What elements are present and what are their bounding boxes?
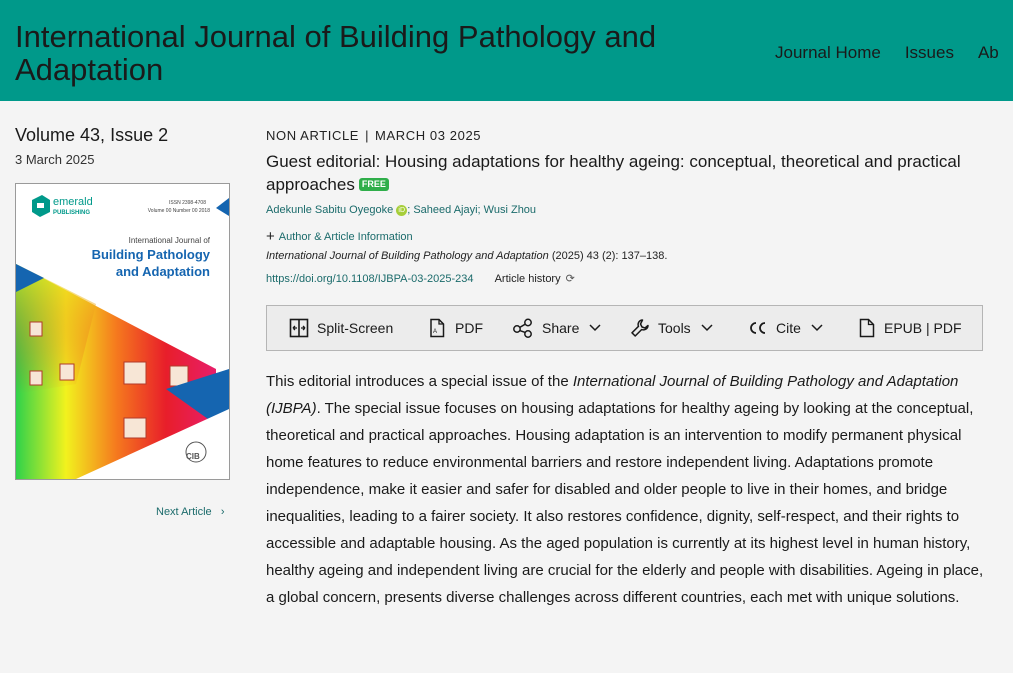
next-article-link[interactable] xyxy=(156,506,224,518)
orcid-icon[interactable]: iD xyxy=(396,205,407,216)
share-button[interactable] xyxy=(512,306,601,350)
cite-label: Cite xyxy=(776,320,801,336)
author-list xyxy=(266,204,536,216)
issue-date: 3 March 2025 xyxy=(15,152,95,167)
chevron-down-icon xyxy=(589,324,601,332)
article-history-label: Article history xyxy=(494,273,561,285)
author-link[interactable]: Wusi Zhou xyxy=(483,204,537,216)
free-badge: FREE xyxy=(359,178,389,191)
document-icon xyxy=(858,318,876,338)
next-article-label: Next Article xyxy=(156,506,212,518)
split-screen-label: Split-Screen xyxy=(317,320,394,336)
chevron-down-icon xyxy=(811,324,823,332)
citation-journal: International Journal of Building Pathology and Adaptation xyxy=(266,250,549,262)
author-info-toggle[interactable] xyxy=(266,228,413,245)
cover-publisher-sub: PUBLISHING xyxy=(53,210,91,216)
journal-title[interactable]: International Journal of Building Pathology and Adaptation xyxy=(15,19,657,87)
history-icon: ⟳ xyxy=(565,273,575,285)
cover-logo-text: CIB xyxy=(186,452,200,461)
doi-link[interactable]: https://doi.org/10.1108/IJBPA-03-2025-234 xyxy=(266,273,474,285)
article-toolbar xyxy=(266,305,983,351)
nav-about[interactable]: Ab xyxy=(977,43,999,62)
citation-details: (2025) 43 (2): 137–138. xyxy=(551,250,668,262)
split-screen-icon xyxy=(289,318,309,338)
pdf-button[interactable] xyxy=(427,306,483,350)
tools-button[interactable] xyxy=(630,306,713,350)
doi-row xyxy=(266,272,575,285)
article-history-button[interactable] xyxy=(495,273,575,285)
chevron-down-icon xyxy=(701,324,713,332)
author-separator: ; xyxy=(407,204,411,216)
split-screen-button[interactable] xyxy=(289,306,393,350)
article-type: NON ARTICLE xyxy=(266,128,360,143)
author-info-label: Author & Article Information xyxy=(278,231,413,243)
epub-pdf-label: EPUB | PDF xyxy=(884,320,962,336)
site-header xyxy=(0,0,1013,101)
tools-label: Tools xyxy=(658,320,691,336)
cover-publisher: emerald xyxy=(53,196,93,208)
author-link[interactable]: Adekunle Sabitu Oyegoke xyxy=(266,204,394,216)
journal-cover[interactable] xyxy=(15,183,230,480)
cover-image xyxy=(16,184,229,479)
article-title-text: Guest editorial: Housing adaptations for healthy ageing: conceptual, theoretical and practical approaches xyxy=(266,152,961,194)
cover-journal-small: International Journal of xyxy=(128,236,210,245)
top-nav xyxy=(775,43,1013,63)
svg-text:A: A xyxy=(433,329,438,335)
pdf-label: PDF xyxy=(455,320,483,336)
abstract-journal-name: International Journal of Building Pathology and Adaptation (IJBPA) xyxy=(266,373,959,417)
chevron-right-icon: › xyxy=(214,506,225,518)
article-meta xyxy=(266,128,481,143)
epub-pdf-button[interactable] xyxy=(858,306,962,350)
pdf-file-icon xyxy=(427,318,447,338)
abstract-body: . The special issue focuses on housing adaptations for healthy ageing by looking at the conceptual, theoretical and practical approaches. Housing adaptation is an intervention to modify permanent physical home features to reduce environmental barriers and restore independent living. Adaptations promote independence, make it easier and safer for disabled and older people to live in their homes, and bridge inequalities, leading to a fairer society. It also restores confidence, dignity, self-respect, and their rights to accessible and adaptable housing. As the aged population is currently at its highest level in human history, healthy ageing and independent living are crucial for the elderly and people with disabilities. Ageing in place, a global concern, presents diverse challenges across different countries, each met with unique solutions. xyxy=(266,400,984,606)
article-title xyxy=(266,150,981,196)
abstract-intro: This editorial introduces a special issue of the xyxy=(266,373,573,390)
plus-icon: + xyxy=(266,228,275,245)
wrench-icon xyxy=(630,318,650,338)
meta-separator: | xyxy=(365,128,370,143)
issue-volume[interactable]: Volume 43, Issue 2 xyxy=(15,125,169,145)
nav-issues[interactable]: Issues xyxy=(904,43,954,62)
cover-volume: Volume 00 Number 00 2018 xyxy=(147,208,210,214)
abstract-text xyxy=(266,368,986,611)
cover-journal-big2: and Adaptation xyxy=(115,264,210,279)
author-link[interactable]: Saheed Ajayi xyxy=(413,204,478,216)
citation xyxy=(266,250,667,262)
share-icon xyxy=(512,318,534,338)
author-separator: ; xyxy=(477,204,481,216)
nav-journal-home[interactable]: Journal Home xyxy=(775,43,881,62)
cover-journal-big1: Building Pathology xyxy=(91,247,210,262)
article-date: MARCH 03 2025 xyxy=(375,128,482,143)
quote-icon xyxy=(748,318,768,338)
cite-button[interactable] xyxy=(748,306,823,350)
cover-issn: ISSN 2398-4708 xyxy=(169,200,206,206)
share-label: Share xyxy=(542,320,580,336)
